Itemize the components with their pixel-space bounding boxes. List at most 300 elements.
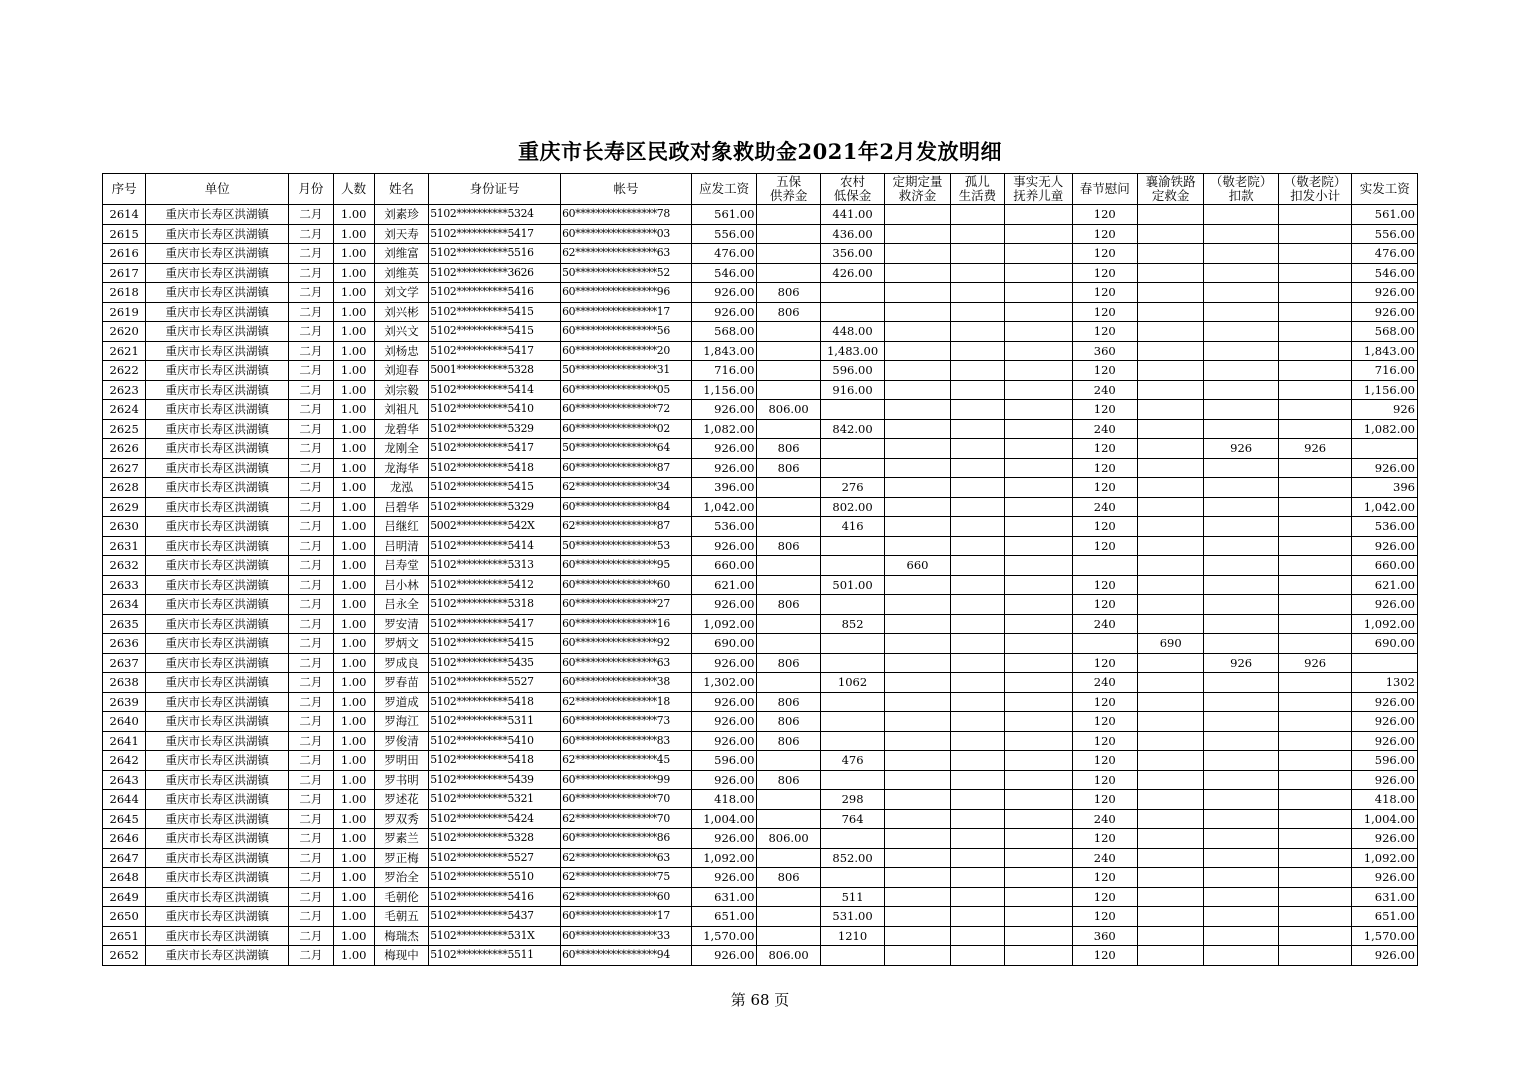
table-cell	[885, 361, 950, 381]
table-cell: 1.00	[333, 946, 374, 966]
table-cell	[885, 614, 950, 634]
table-cell	[1005, 634, 1072, 654]
table-cell: 1.00	[333, 478, 374, 498]
column-header: 姓名	[374, 174, 428, 205]
table-cell: 60****************17	[561, 907, 692, 927]
table-row	[103, 809, 1418, 829]
table-cell: 2647	[103, 848, 146, 868]
table-cell	[1278, 244, 1352, 264]
table-cell: 二月	[289, 868, 333, 888]
table-cell	[950, 556, 1004, 576]
table-cell	[757, 224, 820, 244]
table-cell: 60****************16	[561, 614, 692, 634]
table-cell: 60****************38	[561, 673, 692, 693]
table-cell: 802.00	[820, 497, 884, 517]
table-cell	[1137, 653, 1203, 673]
table-cell: 1.00	[333, 439, 374, 459]
table-cell: 651.00	[691, 907, 756, 927]
table-cell	[1005, 536, 1072, 556]
table-cell: 621.00	[691, 575, 756, 595]
table-row	[103, 283, 1418, 303]
table-cell: 120	[1072, 790, 1137, 810]
table-cell	[1204, 868, 1279, 888]
table-cell: 120	[1072, 458, 1137, 478]
table-cell: 1.00	[333, 575, 374, 595]
table-cell	[885, 907, 950, 927]
table-cell: 2618	[103, 283, 146, 303]
table-cell: 60****************70	[561, 790, 692, 810]
table-cell: 2626	[103, 439, 146, 459]
table-cell	[950, 848, 1004, 868]
table-cell: 5102**********5328	[429, 829, 561, 849]
table-cell: 926.00	[691, 283, 756, 303]
table-row	[103, 380, 1418, 400]
table-cell: 60****************84	[561, 497, 692, 517]
table-cell: 刘迎春	[374, 361, 428, 381]
table-cell: 罗炳文	[374, 634, 428, 654]
table-cell	[950, 244, 1004, 264]
table-cell: 重庆市长寿区洪湖镇	[146, 751, 289, 771]
table-cell: 二月	[289, 712, 333, 732]
table-cell: 596.00	[1352, 751, 1418, 771]
table-cell: 556.00	[691, 224, 756, 244]
table-cell: 二月	[289, 536, 333, 556]
column-header: 事实无人 抚养儿童	[1005, 174, 1072, 205]
table-cell: 806.00	[757, 946, 820, 966]
table-cell: 1.00	[333, 244, 374, 264]
table-cell: 5102**********5527	[429, 848, 561, 868]
table-cell: 刘杨忠	[374, 341, 428, 361]
table-cell: 1.00	[333, 322, 374, 342]
table-cell: 1,082.00	[691, 419, 756, 439]
table-cell: 926	[1204, 653, 1279, 673]
table-cell	[885, 692, 950, 712]
table-cell: 1.00	[333, 868, 374, 888]
table-cell: 1.00	[333, 848, 374, 868]
table-cell: 二月	[289, 790, 333, 810]
table-cell	[1278, 380, 1352, 400]
table-cell: 二月	[289, 848, 333, 868]
table-cell	[1137, 497, 1203, 517]
table-cell: 2619	[103, 302, 146, 322]
table-cell: 1.00	[333, 341, 374, 361]
table-cell: 二月	[289, 946, 333, 966]
table-cell	[1278, 205, 1352, 225]
table-cell	[885, 673, 950, 693]
table-cell: 50****************52	[561, 263, 692, 283]
table-cell: 罗春苗	[374, 673, 428, 693]
table-cell: 764	[820, 809, 884, 829]
table-cell	[950, 283, 1004, 303]
table-cell	[1204, 205, 1279, 225]
table-cell: 60****************96	[561, 283, 692, 303]
table-cell	[1278, 829, 1352, 849]
table-cell: 926.00	[1352, 946, 1418, 966]
table-cell	[885, 341, 950, 361]
table-cell	[950, 634, 1004, 654]
table-cell: 重庆市长寿区洪湖镇	[146, 926, 289, 946]
table-cell: 二月	[289, 595, 333, 615]
table-cell	[950, 419, 1004, 439]
table-cell	[1204, 361, 1279, 381]
table-cell	[1072, 634, 1137, 654]
table-cell: 416	[820, 517, 884, 537]
table-cell: 926.00	[691, 731, 756, 751]
table-cell	[885, 809, 950, 829]
table-cell	[1137, 751, 1203, 771]
table-cell: 罗安清	[374, 614, 428, 634]
table-cell	[1352, 439, 1418, 459]
table-cell	[820, 556, 884, 576]
table-cell	[1352, 653, 1418, 673]
table-cell	[885, 400, 950, 420]
table-cell: 926	[1204, 439, 1279, 459]
table-cell: 1.00	[333, 731, 374, 751]
table-cell: 吕继红	[374, 517, 428, 537]
table-cell	[820, 946, 884, 966]
table-cell	[1204, 829, 1279, 849]
table-cell	[1005, 809, 1072, 829]
table-cell: 62****************75	[561, 868, 692, 888]
table-row	[103, 887, 1418, 907]
table-cell: 刘维富	[374, 244, 428, 264]
table-cell: 刘兴文	[374, 322, 428, 342]
table-cell	[1204, 400, 1279, 420]
table-cell: 1,092.00	[1352, 848, 1418, 868]
table-cell: 1.00	[333, 790, 374, 810]
table-cell	[1005, 673, 1072, 693]
table-cell: 806.00	[757, 400, 820, 420]
table-cell: 716.00	[691, 361, 756, 381]
column-header: 襄渝铁路 定救金	[1137, 174, 1203, 205]
table-cell	[1137, 575, 1203, 595]
table-cell	[1005, 614, 1072, 634]
table-cell: 806	[757, 868, 820, 888]
table-cell: 1.00	[333, 556, 374, 576]
table-cell: 60****************63	[561, 653, 692, 673]
table-cell	[1137, 536, 1203, 556]
table-cell	[1278, 731, 1352, 751]
table-cell: 1,302.00	[691, 673, 756, 693]
table-cell: 120	[1072, 244, 1137, 264]
table-cell: 1.00	[333, 595, 374, 615]
table-cell	[1278, 790, 1352, 810]
table-cell: 刘素珍	[374, 205, 428, 225]
table-cell: 2646	[103, 829, 146, 849]
table-cell: 120	[1072, 575, 1137, 595]
table-cell	[1278, 868, 1352, 888]
table-cell: 1210	[820, 926, 884, 946]
column-header: 身份证号	[429, 174, 561, 205]
table-cell: 360	[1072, 341, 1137, 361]
table-cell: 重庆市长寿区洪湖镇	[146, 478, 289, 498]
table-cell: 5102**********5417	[429, 224, 561, 244]
table-cell: 926.00	[691, 458, 756, 478]
table-row	[103, 205, 1418, 225]
table-cell	[885, 848, 950, 868]
table-cell	[757, 926, 820, 946]
table-cell: 二月	[289, 887, 333, 907]
table-cell	[950, 439, 1004, 459]
table-cell: 2628	[103, 478, 146, 498]
table-cell: 631.00	[691, 887, 756, 907]
table-cell: 546.00	[691, 263, 756, 283]
table-cell	[1005, 946, 1072, 966]
table-cell	[1278, 673, 1352, 693]
table-cell: 501.00	[820, 575, 884, 595]
table-cell: 5102**********5324	[429, 205, 561, 225]
table-cell	[1204, 536, 1279, 556]
table-cell: 240	[1072, 419, 1137, 439]
table-cell: 60****************86	[561, 829, 692, 849]
table-cell: 60****************73	[561, 712, 692, 732]
table-cell: 龙刚全	[374, 439, 428, 459]
table-cell: 60****************83	[561, 731, 692, 751]
table-row	[103, 634, 1418, 654]
table-cell: 罗书明	[374, 770, 428, 790]
table-cell: 448.00	[820, 322, 884, 342]
table-cell: 60****************05	[561, 380, 692, 400]
table-cell	[1204, 322, 1279, 342]
column-header: 春节慰问	[1072, 174, 1137, 205]
table-cell: 120	[1072, 205, 1137, 225]
table-cell: 1.00	[333, 770, 374, 790]
table-cell: 2617	[103, 263, 146, 283]
table-cell	[1204, 751, 1279, 771]
table-cell: 1.00	[333, 926, 374, 946]
table-cell: 二月	[289, 907, 333, 927]
table-cell: 1,004.00	[691, 809, 756, 829]
table-cell: 2644	[103, 790, 146, 810]
table-cell	[820, 653, 884, 673]
table-cell	[1204, 770, 1279, 790]
table-cell: 二月	[289, 653, 333, 673]
table-cell: 2627	[103, 458, 146, 478]
table-header	[103, 174, 1418, 205]
table-cell	[885, 380, 950, 400]
table-cell: 2621	[103, 341, 146, 361]
table-cell	[885, 263, 950, 283]
table-cell	[1137, 712, 1203, 732]
table-cell	[1005, 478, 1072, 498]
table-cell: 重庆市长寿区洪湖镇	[146, 731, 289, 751]
table-cell: 1,156.00	[1352, 380, 1418, 400]
table-cell: 120	[1072, 400, 1137, 420]
table-cell	[1137, 731, 1203, 751]
table-cell	[820, 712, 884, 732]
table-cell: 568.00	[1352, 322, 1418, 342]
table-cell	[1278, 361, 1352, 381]
table-cell	[1137, 868, 1203, 888]
table-cell	[950, 341, 1004, 361]
table-cell	[1137, 224, 1203, 244]
table-cell: 龙泓	[374, 478, 428, 498]
table-cell: 二月	[289, 419, 333, 439]
table-cell: 926.00	[1352, 595, 1418, 615]
table-cell	[1137, 770, 1203, 790]
table-cell: 926.00	[691, 946, 756, 966]
table-cell: 806	[757, 712, 820, 732]
table-cell: 重庆市长寿区洪湖镇	[146, 809, 289, 829]
table-cell	[1278, 283, 1352, 303]
table-cell	[885, 770, 950, 790]
table-cell: 120	[1072, 322, 1137, 342]
table-cell: 60****************02	[561, 419, 692, 439]
table-cell	[950, 380, 1004, 400]
column-header: 农村 低保金	[820, 174, 884, 205]
table-cell: 120	[1072, 478, 1137, 498]
table-cell: 806	[757, 302, 820, 322]
table-cell	[1204, 614, 1279, 634]
table-cell: 536.00	[691, 517, 756, 537]
table-cell: 重庆市长寿区洪湖镇	[146, 595, 289, 615]
table-cell	[1278, 692, 1352, 712]
table-cell: 120	[1072, 517, 1137, 537]
table-cell: 62****************87	[561, 517, 692, 537]
table-cell: 1.00	[333, 458, 374, 478]
table-cell: 1,570.00	[691, 926, 756, 946]
table-cell: 二月	[289, 380, 333, 400]
table-cell: 重庆市长寿区洪湖镇	[146, 536, 289, 556]
table-cell	[757, 205, 820, 225]
table-cell	[1278, 614, 1352, 634]
table-cell	[757, 556, 820, 576]
table-cell	[950, 302, 1004, 322]
table-row	[103, 439, 1418, 459]
table-cell	[1137, 361, 1203, 381]
table-cell	[885, 244, 950, 264]
table-cell: 926.00	[1352, 283, 1418, 303]
table-cell: 重庆市长寿区洪湖镇	[146, 673, 289, 693]
table-cell: 2631	[103, 536, 146, 556]
table-cell: 5102**********5416	[429, 887, 561, 907]
table-cell: 926.00	[1352, 536, 1418, 556]
table-cell: 2648	[103, 868, 146, 888]
table-cell	[1278, 809, 1352, 829]
table-cell	[885, 575, 950, 595]
table-cell	[1005, 517, 1072, 537]
table-cell: 重庆市长寿区洪湖镇	[146, 361, 289, 381]
table-cell: 926	[1278, 653, 1352, 673]
table-cell: 罗治全	[374, 868, 428, 888]
table-cell: 重庆市长寿区洪湖镇	[146, 887, 289, 907]
table-cell	[820, 400, 884, 420]
table-cell	[1137, 283, 1203, 303]
table-cell: 62****************70	[561, 809, 692, 829]
column-header: 应发工资	[691, 174, 756, 205]
table-cell	[1204, 341, 1279, 361]
table-cell	[1137, 926, 1203, 946]
table-cell: 2616	[103, 244, 146, 264]
table-cell	[757, 263, 820, 283]
table-cell	[1137, 322, 1203, 342]
table-cell: 596.00	[820, 361, 884, 381]
table-cell: 426.00	[820, 263, 884, 283]
table-cell: 240	[1072, 497, 1137, 517]
table-cell: 476	[820, 751, 884, 771]
table-cell: 刘祖凡	[374, 400, 428, 420]
table-cell: 926.00	[691, 400, 756, 420]
table-cell: 60****************78	[561, 205, 692, 225]
table-cell	[885, 478, 950, 498]
table-cell: 5102**********5418	[429, 692, 561, 712]
table-cell: 298	[820, 790, 884, 810]
table-cell	[757, 341, 820, 361]
table-cell	[950, 595, 1004, 615]
table-cell: 60****************33	[561, 926, 692, 946]
table-cell	[1137, 595, 1203, 615]
table-cell	[950, 751, 1004, 771]
table-cell: 罗明田	[374, 751, 428, 771]
table-cell: 重庆市长寿区洪湖镇	[146, 712, 289, 732]
table-cell	[1278, 322, 1352, 342]
table-cell	[885, 205, 950, 225]
table-cell: 436.00	[820, 224, 884, 244]
table-cell	[1278, 887, 1352, 907]
table-cell: 梅瑞杰	[374, 926, 428, 946]
table-cell: 2635	[103, 614, 146, 634]
table-cell	[885, 946, 950, 966]
table-cell: 二月	[289, 926, 333, 946]
table-cell	[885, 439, 950, 459]
table-cell: 2634	[103, 595, 146, 615]
table-cell: 1,092.00	[691, 614, 756, 634]
table-cell	[1005, 653, 1072, 673]
table-cell	[820, 536, 884, 556]
table-cell	[820, 458, 884, 478]
table-cell	[757, 419, 820, 439]
table-cell: 926.00	[1352, 770, 1418, 790]
table-cell	[950, 497, 1004, 517]
table-cell: 561.00	[1352, 205, 1418, 225]
table-cell	[950, 478, 1004, 498]
table-cell: 5102**********5424	[429, 809, 561, 829]
table-cell: 5102**********5414	[429, 380, 561, 400]
table-cell: 60****************03	[561, 224, 692, 244]
table-cell: 360	[1072, 926, 1137, 946]
page-number: 第 68 页	[730, 991, 790, 1009]
table-cell	[1278, 751, 1352, 771]
table-cell: 926.00	[691, 770, 756, 790]
table-cell	[950, 907, 1004, 927]
table-cell	[1278, 926, 1352, 946]
table-row	[103, 926, 1418, 946]
table-cell	[1278, 497, 1352, 517]
table-cell: 120	[1072, 283, 1137, 303]
table-cell: 罗成良	[374, 653, 428, 673]
table-cell	[885, 829, 950, 849]
table-row	[103, 751, 1418, 771]
table-cell: 吕永全	[374, 595, 428, 615]
table-cell: 罗俊清	[374, 731, 428, 751]
table-cell	[950, 205, 1004, 225]
table-cell: 二月	[289, 809, 333, 829]
table-cell	[950, 887, 1004, 907]
table-cell: 二月	[289, 361, 333, 381]
table-cell	[820, 595, 884, 615]
table-cell: 二月	[289, 770, 333, 790]
table-cell: 1,082.00	[1352, 419, 1418, 439]
table-cell: 120	[1072, 302, 1137, 322]
table-cell: 926.00	[1352, 829, 1418, 849]
table-cell: 5102**********5439	[429, 770, 561, 790]
table-cell	[885, 497, 950, 517]
table-cell: 2622	[103, 361, 146, 381]
table-cell: 毛朝伦	[374, 887, 428, 907]
table-cell	[1204, 673, 1279, 693]
table-cell	[1204, 224, 1279, 244]
table-cell: 二月	[289, 224, 333, 244]
